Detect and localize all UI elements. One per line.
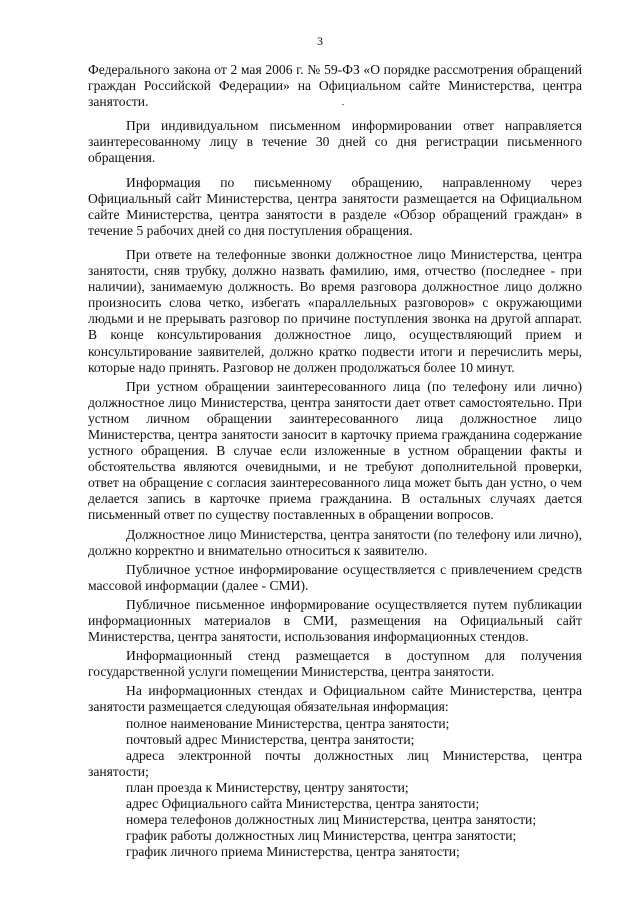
page-number: 3 — [317, 34, 323, 48]
list-item: график личного приема Министерства, центра занятости; — [126, 844, 460, 860]
paragraph-oral-request: При устном обращении заинтересованного лица (по телефону или лично) должностное лицо Министерства, центра занятости дает ответ самостоятельно. При устном личном обращении заинтересованного лица должностное лицо Министерства, центра занятости заносит в карточку приема гражданина содержание устного обращения. В случае если изложенные в устном обращении факты и обстоятельства являются очевидными, и не требуют дополнительной проверки, ответ на обращение с согласия заинтересованного лица может быть дан устно, о чем делается запись в карточке приема гражданина. В остальных случаях дается письменный ответ по существу поставленных в обращении вопросов. — [88, 378, 582, 523]
paragraph-info-stand: Информационный стенд размещается в доступном для получения государственной услуги помещении Министерства, центра занятости. — [88, 648, 582, 680]
list-item: график работы должностных лиц Министерства, центра занятости; — [126, 828, 517, 844]
paragraph-phone-calls: При ответе на телефонные звонки должностное лицо Министерства, центра занятости, сняв трубку, должно назвать фамилию, имя, отчество (последнее - при наличии), занимаемую должность. Во время разговора должностное лицо должно произносить слова четко, избегать «параллельных разговоров» с окружающими людьми и не прерывать разговор по причине поступления звонка на другой аппарат. В конце консультирования должностное лицо, осуществляющий прием и консультирование заявителей, должно кратко подвести итоги и перечислить меры, которые надо принять. Разговор не должен продолжаться более 10 минут. — [88, 246, 582, 375]
list-item: почтовый адрес Министерства, центра занятости; — [126, 731, 415, 747]
paragraph-official-conduct: Должностное лицо Министерства, центра занятости (по телефону или лично), должно корректно и внимательно относиться к заявителю. — [88, 526, 582, 558]
list-item: план проезда к Министерству, центру занятости; — [126, 779, 409, 795]
mandatory-info-list — [88, 716, 582, 861]
paragraph-individual-written: При индивидуальном письменном информировании ответ направляется заинтересованному лицу в течение 30 дней со дня регистрации письменного обращения. — [88, 118, 582, 166]
paragraph-public-written: Публичное письменное информирование осуществляется путем публикации информационных материалов в СМИ, размещения на Официальный сайт Министерства, центра занятости, использования информационных стендов. — [88, 596, 582, 645]
paragraph-website-info: Информация по письменному обращению, направленному через Официальный сайт Министерства, центра занятости размещается на Официальном сайте Министерства, центра занятости в разделе «Обзор обращений граждан» в течение 5 рабочих дней со дня поступления обращения. — [88, 174, 582, 238]
list-item: адрес Официального сайта Министерства, центра занятости; — [126, 796, 480, 812]
document-body — [88, 62, 582, 860]
list-item: полное наименование Министерства, центра занятости; — [126, 715, 450, 731]
paragraph-continuation: Федерального закона от 2 мая 2006 г. № 59-ФЗ «О порядке рассмотрения обращений граждан Российской Федерации» на Официальном сайте Министерства, центра занятости. — [88, 62, 582, 110]
paragraph-public-oral: Публичное устное информирование осуществляется с привлечением средств массовой информации (далее - СМИ). — [88, 561, 582, 593]
paragraph-mandatory-info: На информационных стендах и Официальном сайте Министерства, центра занятости размещается следующая обязательная информация: — [88, 683, 582, 715]
list-item: адреса электронной почты должностных лиц Министерства, центра занятости; — [88, 747, 582, 779]
list-item: номера телефонов должностных лиц Министерства, центра занятости; — [126, 812, 537, 828]
